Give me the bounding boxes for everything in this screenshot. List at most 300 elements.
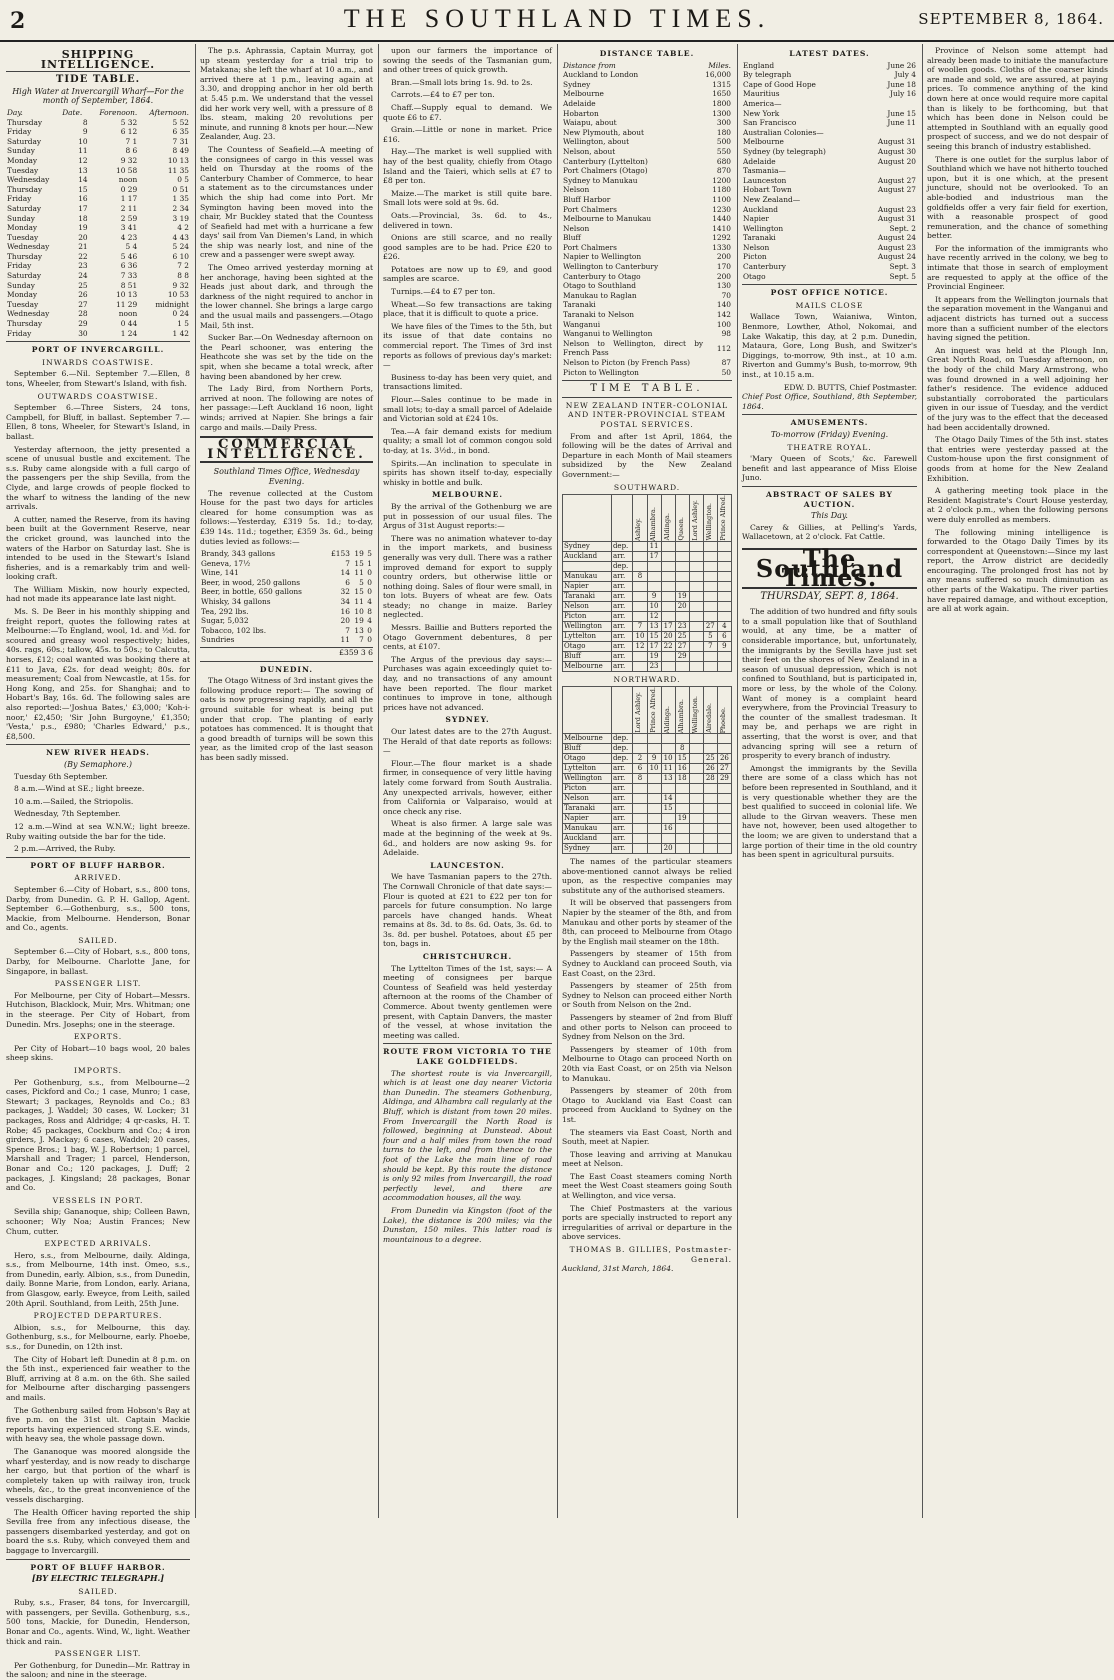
schedule-day bbox=[661, 541, 675, 551]
schedule-day: 19 bbox=[675, 814, 689, 824]
latest-date-row bbox=[742, 147, 917, 157]
distance-place: Picton to Wellington bbox=[563, 367, 639, 377]
tide-cell: 12 bbox=[78, 155, 88, 165]
distance-row bbox=[562, 310, 732, 320]
distance-miles: 200 bbox=[716, 252, 731, 262]
latest-date bbox=[861, 128, 917, 138]
latest-place: Nelson bbox=[743, 242, 770, 252]
schedule-day bbox=[647, 774, 661, 784]
schedule-day: 7 bbox=[633, 621, 647, 631]
mails-close: MAILS CLOSE bbox=[795, 300, 864, 310]
latest-date-row bbox=[742, 157, 917, 167]
latest-date: August 23 bbox=[877, 242, 916, 252]
latest-place: Otago bbox=[743, 271, 766, 281]
port-invercargill-heading: PORT OF INVERCARGILL. bbox=[31, 345, 165, 355]
schedule-day bbox=[717, 571, 731, 581]
tide-row bbox=[6, 204, 190, 214]
southward-heading: SOUTHWARD. bbox=[613, 482, 681, 492]
inwards-text: September 6.—Nil. September 7.—Ellen, 8 tons, Wheeler, from Stewart's Island, with fish. bbox=[6, 369, 190, 388]
latest-place: Australian Colonies— bbox=[743, 127, 824, 137]
schedule-day bbox=[661, 611, 675, 621]
column-rule bbox=[922, 44, 923, 1518]
duty-cell: 4 bbox=[367, 616, 372, 626]
distance-place: Port Chalmers bbox=[563, 242, 617, 252]
tide-cell: 6 36 bbox=[120, 261, 138, 271]
news-paragraph: Yesterday afternoon, the jetty presented a scene of unusual bustle and excitement. The s.s. Ruby came alongside with a full cargo of the passengers per the ship Sevilla, from the Clyde, and large crowds of people flocked to the wharf to witness the landing of the new arrivals. bbox=[6, 444, 190, 512]
duty-cell: 7 bbox=[359, 635, 364, 645]
port-name: Auckland bbox=[563, 551, 612, 561]
distance-row bbox=[562, 243, 732, 253]
latest-date: June 11 bbox=[887, 118, 916, 128]
latest-place: England bbox=[743, 60, 775, 70]
schedule-day bbox=[703, 601, 717, 611]
schedule-day bbox=[675, 551, 689, 561]
schedule-day bbox=[647, 581, 661, 591]
schedule-day bbox=[633, 651, 647, 661]
market-paragraph: Business to-day has been very quiet, and transactions limited. bbox=[383, 372, 552, 392]
schedule-day: 13 bbox=[647, 621, 661, 631]
tide-cell: 17 bbox=[78, 203, 88, 213]
latest-place: Auckland bbox=[743, 204, 778, 214]
distance-place: Nelson bbox=[563, 185, 590, 195]
schedule-day bbox=[633, 834, 647, 844]
ship-name: Queen. bbox=[676, 517, 685, 541]
distance-miles: 1300 bbox=[712, 108, 731, 118]
duty-cell: 7 bbox=[345, 625, 350, 635]
latest-date-row bbox=[742, 224, 917, 234]
river-heads-sub: (By Semaphore.) bbox=[64, 759, 132, 769]
schedule-day bbox=[647, 844, 661, 854]
column-rule bbox=[378, 44, 379, 1518]
arr-dep: arr. bbox=[611, 621, 633, 631]
nz-services-text: From and after 1st April, 1864, the following will be the dates of Arrival and Departure in each Month of Mail steamers subsidized by the New Zealand Government:— bbox=[562, 431, 732, 479]
schedule-day bbox=[689, 541, 703, 551]
timetable-note: Passengers by steamer of 20th from Otago to Auckland via East Coast can proceed from Auckland to Sydney on the 1st. bbox=[562, 1086, 732, 1124]
market-paragraph: Chaff.—Supply equal to demand. We quote £6 to £7. bbox=[383, 102, 552, 122]
distance-place: Taranaki bbox=[563, 300, 596, 310]
schedule-day bbox=[647, 734, 661, 744]
schedule-row bbox=[563, 621, 732, 631]
editorial-paragraph: Amongst the immigrants by the Sevilla there are some of a class which has not before been represented in Southland, and it is very questionable whether they are the best qualified to succeed in colonial life. We allude to the Girvan weavers. These men have not, however, been used altogether to the loom; we are given to understand that a large portion of their time in the old country has been spent in agricultural pursuits. bbox=[742, 763, 917, 860]
distance-row bbox=[562, 147, 732, 157]
tide-col-header: Afternoon. bbox=[149, 107, 189, 117]
schedule-day bbox=[689, 784, 703, 794]
duty-cell: 11 bbox=[340, 635, 350, 645]
tide-cell: Friday bbox=[7, 261, 32, 271]
schedule-day bbox=[717, 834, 731, 844]
duty-cell: 11 bbox=[354, 568, 364, 578]
post-signature-place: Chief Post Office, Southland, 8th September, 1864. bbox=[742, 392, 917, 411]
ship-header bbox=[689, 495, 703, 542]
port-name: Sydney bbox=[563, 541, 612, 551]
tide-cell: Friday bbox=[7, 127, 32, 137]
arr-dep: arr. bbox=[611, 571, 633, 581]
schedule-day bbox=[675, 571, 689, 581]
schedule-day bbox=[689, 774, 703, 784]
distance-miles: 1200 bbox=[712, 175, 731, 185]
shipping-heading: SHIPPING INTELLIGENCE. bbox=[6, 50, 190, 72]
post-office-heading: POST OFFICE NOTICE. bbox=[770, 288, 889, 298]
latest-date: Sept. 5 bbox=[889, 271, 916, 281]
schedule-day bbox=[703, 784, 717, 794]
schedule-row bbox=[563, 591, 732, 601]
news-paragraph: The Gananoque was moored alongside the wharf yesterday, and is now ready to discharge her cargo, but that portion of the wharf is completely taken up with railway iron, truck wheels, &c., to the great inconvenience of the vessels discharging. bbox=[6, 1446, 190, 1504]
port-name: Otago bbox=[563, 754, 612, 764]
ship-name: Alhambra. bbox=[648, 506, 657, 541]
schedule-day bbox=[717, 611, 731, 621]
latest-date-row bbox=[742, 61, 917, 71]
tide-cell: 10 13 bbox=[167, 155, 189, 165]
market-paragraph: Maize.—The market is still quite bare. Small lots were sold at 9s. 6d. bbox=[383, 188, 552, 208]
schedule-day bbox=[703, 824, 717, 834]
schedule-day: 16 bbox=[661, 824, 675, 834]
schedule-row bbox=[563, 754, 732, 764]
tide-cell: 18 bbox=[78, 213, 88, 223]
schedule-day bbox=[689, 834, 703, 844]
schedule-day bbox=[675, 541, 689, 551]
schedule-day bbox=[689, 744, 703, 754]
divider bbox=[6, 1559, 190, 1560]
distance-place: Nelson to Picton (by French Pass) bbox=[563, 358, 691, 367]
schedule-day: 27 bbox=[675, 641, 689, 651]
schedule-day: 4 bbox=[717, 621, 731, 631]
ship-header bbox=[703, 495, 717, 542]
tide-cell: 0 5 bbox=[177, 175, 189, 185]
schedule-day bbox=[689, 581, 703, 591]
vessels-in-port-text: Sevilla ship; Gananoque, ship; Colleen Bawn, schooner; Wly Noa; Austin Frances; New Chum, cutter. bbox=[6, 1207, 190, 1236]
passenger-text-2: Per Gothenburg, for Dunedin—Mr. Rattray in the saloon; and nine in the steerage. bbox=[6, 1660, 190, 1680]
port-name bbox=[563, 561, 612, 571]
dunedin-text: The Otago Witness of 3rd instant gives the following produce report:— The sowing of oats is now progressing rapidly, and all the ground suitable for wheat is being put under that crop. The planting of early potatoes has commenced. It is thought that a good breadth of turnips will be sown this year, as the limited crop of the last season has been sadly missed. bbox=[200, 676, 373, 762]
schedule-day bbox=[633, 561, 647, 571]
distance-miles: 1330 bbox=[712, 242, 731, 252]
duty-cell: 4 bbox=[367, 597, 372, 607]
schedule-day bbox=[717, 744, 731, 754]
schedule-day: 8 bbox=[633, 571, 647, 581]
duty-cell: Whisky, 34 gallons bbox=[201, 597, 271, 607]
schedule-day bbox=[689, 621, 703, 631]
masthead-date: SEPTEMBER 8, 1864. bbox=[918, 10, 1104, 28]
news-paragraph: The Health Officer having reported the ship Sevilla free from any infectious disease, the passengers disembarked yesterday, and got on board the s.s. Ruby, which conveyed them and baggage to Invercargill. bbox=[6, 1507, 190, 1555]
schedule-day bbox=[647, 744, 661, 754]
distance-place: Napier to Wellington bbox=[563, 252, 642, 262]
news-paragraph: The p.s. Aphrassia, Captain Murray, got up steam yesterday for a trial trip to Matakana; she left the wharf at 10 a.m., and arrived there at 1 p.m., leaving again at 3.30, and dropping anchor in her old berth at 5.45 p.m. We understand that the vessel did her work very well, with a pressure of 8 lbs. steam, making 20 revolutions per minute, and running 8 knots per hour.—New Zealander, Aug. 23. bbox=[200, 46, 373, 142]
tide-cell: Thursday bbox=[7, 184, 43, 194]
schedule-day bbox=[717, 804, 731, 814]
distance-miles: 500 bbox=[716, 137, 731, 147]
distance-miles: 112 bbox=[716, 343, 731, 353]
schedule-day bbox=[675, 611, 689, 621]
tide-col-header: Date. bbox=[62, 107, 83, 117]
distance-miles: 300 bbox=[716, 118, 731, 128]
amusements-sub: To-morrow (Friday) Evening. bbox=[770, 429, 889, 439]
tide-cell: 8 51 bbox=[120, 280, 138, 290]
distance-row bbox=[562, 281, 732, 291]
schedule-day: 15 bbox=[675, 754, 689, 764]
tide-cell: 10 bbox=[78, 136, 88, 146]
duty-cell: 13 bbox=[354, 625, 364, 635]
distance-row bbox=[562, 214, 732, 224]
tide-cell: Thursday bbox=[7, 251, 43, 261]
schedule-day bbox=[703, 804, 717, 814]
duty-cell: Sugar, 5,032 bbox=[201, 616, 249, 626]
news-paragraph: The William Miskin, now hourly expected, had not made its appearance late last night. bbox=[6, 584, 190, 604]
schedule-day bbox=[703, 591, 717, 601]
schedule-day: 9 bbox=[647, 754, 661, 764]
latest-place: Adelaide bbox=[743, 156, 776, 166]
editorial-paragraph: It appears from the Wellington journals that the separation movement in the Wanganui and adjacent districts has turned out a success more than a sufficient number of the electors having signed the petition. bbox=[927, 294, 1108, 343]
tide-cell: Thursday bbox=[7, 117, 43, 127]
ship-name: Airedale. bbox=[704, 703, 713, 734]
schedule-day: 29 bbox=[717, 774, 731, 784]
distance-miles: 130 bbox=[716, 281, 731, 291]
latest-date bbox=[861, 166, 917, 176]
vessels-in-port-heading: VESSELS IN PORT. bbox=[52, 1195, 144, 1205]
schedule-day bbox=[675, 661, 689, 671]
schedule-row bbox=[563, 641, 732, 651]
divider bbox=[6, 341, 190, 342]
tide-cell: midnight bbox=[155, 299, 189, 309]
distance-miles: 1315 bbox=[712, 79, 731, 89]
tide-cell: 10 58 bbox=[116, 165, 138, 175]
market-paragraph: Hay.—The market is well supplied with hay of the best quality, chiefly from Otago Island and the Taieri, which sells at £7 to £8 per ton. bbox=[383, 147, 552, 186]
ship-name: Alhambra. bbox=[676, 698, 685, 734]
tide-cell: 1 35 bbox=[172, 194, 189, 204]
schedule-day: 20 bbox=[661, 631, 675, 641]
distance-row bbox=[562, 339, 732, 358]
schedule-day bbox=[717, 844, 731, 854]
schedule-row bbox=[563, 794, 732, 804]
schedule-day: 18 bbox=[675, 774, 689, 784]
timetable-note: Passengers by steamer of 2nd from Bluff and other ports to Nelson can proceed to Sydney from Nelson on the 3rd. bbox=[562, 1012, 732, 1042]
latest-date: Sept. 3 bbox=[889, 262, 916, 272]
ship-name: Lord Ashley. bbox=[690, 500, 699, 541]
newspaper-title: THE SOUTHLAND TIMES. bbox=[343, 4, 771, 33]
exports-text: Per City of Hobart—10 bags wool, 20 bales sheep skins. bbox=[6, 1043, 190, 1063]
latest-date-row bbox=[742, 137, 917, 147]
editorial-paragraph: For the information of the immigrants who have recently arrived in the colony, we beg to intimate that those in search of employment are requested to apply at the office of the Provincial Engineer. bbox=[927, 243, 1108, 292]
tide-cell: noon bbox=[118, 175, 138, 185]
tide-cell: 8 8 bbox=[177, 271, 189, 281]
duty-cell: 5 bbox=[367, 549, 372, 559]
distance-miles: 200 bbox=[716, 271, 731, 281]
latest-date-row bbox=[742, 243, 917, 253]
port-name: Wellington bbox=[563, 774, 612, 784]
tide-cell: Friday bbox=[7, 328, 32, 338]
distance-row bbox=[562, 185, 732, 195]
distance-miles: 1180 bbox=[712, 185, 731, 195]
column-timetable bbox=[562, 46, 732, 1516]
arr-dep: dep. bbox=[611, 541, 633, 551]
river-heads-line: Tuesday 6th September. bbox=[14, 771, 108, 781]
tide-row bbox=[6, 290, 190, 300]
schedule-day bbox=[675, 834, 689, 844]
latest-date: Sept. 2 bbox=[889, 223, 916, 233]
distance-place: Bluff Harbor bbox=[563, 194, 611, 204]
schedule-day bbox=[647, 824, 661, 834]
distance-row bbox=[562, 176, 732, 186]
amusements-heading: AMUSEMENTS. bbox=[790, 418, 869, 428]
schedule-day bbox=[689, 824, 703, 834]
duty-cell: 19 bbox=[354, 549, 364, 559]
duty-cell: 32 bbox=[340, 587, 350, 597]
dunedin-heading: DUNEDIN. bbox=[259, 664, 314, 674]
ship-name: Ashley. bbox=[634, 517, 643, 541]
tide-row bbox=[6, 175, 190, 185]
duty-row bbox=[200, 568, 373, 578]
distance-miles: 142 bbox=[716, 310, 731, 320]
passenger-list-heading: PASSENGER LIST. bbox=[54, 979, 142, 989]
latest-dates-table bbox=[742, 61, 917, 282]
schedule-day bbox=[717, 651, 731, 661]
tide-row bbox=[6, 242, 190, 252]
tide-cell: 8 bbox=[82, 117, 88, 127]
tide-cell: 5 46 bbox=[120, 251, 138, 261]
masthead bbox=[0, 0, 1114, 42]
schedule-day: 25 bbox=[675, 631, 689, 641]
tide-cell: 15 bbox=[78, 184, 88, 194]
latest-date-row bbox=[742, 252, 917, 262]
distance-place: Otago to Southland bbox=[563, 281, 636, 291]
schedule-row bbox=[563, 631, 732, 641]
schedule-day bbox=[703, 581, 717, 591]
tide-cell: Friday bbox=[7, 194, 32, 204]
news-paragraph: The Gothenburg sailed from Hobson's Bay at five p.m. on the 31st ult. Captain Mackie reports having experienced strong S.E. winds, with heavy sea, the whole passage down. bbox=[6, 1405, 190, 1444]
tide-cell: Wednesday bbox=[7, 175, 50, 185]
latest-place: Tasmania— bbox=[743, 166, 786, 176]
schedule-day bbox=[647, 571, 661, 581]
tide-cell: 25 bbox=[78, 280, 88, 290]
duty-cell: 7 bbox=[345, 558, 350, 568]
divider bbox=[562, 397, 732, 398]
schedule-day bbox=[689, 611, 703, 621]
latest-date: August 31 bbox=[877, 214, 916, 224]
schedule-day bbox=[703, 571, 717, 581]
schedule-day bbox=[717, 814, 731, 824]
schedule-row bbox=[563, 661, 732, 671]
news-paragraph: Ms. S. De Beer in his monthly shipping and freight report, quotes the following rates at Melbourne:—To England, wool, 1d. and ½d. for scoured and greasy wool respectively; hides, 40s. rags, 60s.; tallow, 45s. to 50s.; to Calcutta, horses, £12; coal wanted was booking there at £11 to Java, £2s. for dead weight; 80s. for measurement; Coal from Newcastle, at 15s. for Hong Kong, and 25s. for Shanghai; and to Hobart's Bay, 16s. 6d. The following sales are also reported:—'Joshua Bates,' £3,000; 'Koh-i-noor,' £2,450; 'Sir John Burgoyne,' £1,350; 'Vesta,' p.s., £980; 'Charles Edward,' p.s., £8,500. bbox=[6, 607, 190, 741]
column-news bbox=[200, 46, 373, 1516]
schedule-day bbox=[689, 631, 703, 641]
distance-place: Bluff bbox=[563, 233, 581, 243]
sales-text: Carey & Gillies, at Pelling's Yards, Wallacetown, at 2 o'clock. Fat Cattle. bbox=[742, 522, 917, 542]
distance-place: Melbourne to Manukau bbox=[563, 214, 652, 224]
arr-dep: dep. bbox=[611, 561, 633, 571]
distance-miles: 1410 bbox=[712, 223, 731, 233]
tide-cell: 27 bbox=[78, 299, 88, 309]
tide-cell: 5 4 bbox=[125, 242, 138, 252]
page-number: 2 bbox=[10, 8, 26, 34]
schedule-day: 11 bbox=[661, 764, 675, 774]
distance-place: Wanganui to Wellington bbox=[563, 329, 653, 339]
schedule-day bbox=[661, 561, 675, 571]
port-name: Auckland bbox=[563, 834, 612, 844]
route-heading: ROUTE FROM VICTORIA TO THE LAKE GOLDFIELDS. bbox=[383, 1047, 552, 1066]
arr-dep: arr. bbox=[611, 631, 633, 641]
schedule-day bbox=[703, 661, 717, 671]
editorial-paragraph: There is one outlet for the surplus labor of Southland which we have not hitherto touched upon, but it is one which, at the present juncture, should not be overlooked. To an able-bodied and industrious man the goldfields offer a very fair field for exertion, with a reasonable prospect of good remuneration, and the chance of something better. bbox=[927, 154, 1108, 241]
tide-subtitle: High Water at Invercargill Wharf—For the month of September, 1864. bbox=[12, 86, 184, 106]
tide-title: TIDE TABLE. bbox=[55, 74, 141, 86]
duty-cell: 10 bbox=[354, 606, 364, 616]
latest-date-row bbox=[742, 233, 917, 243]
tide-cell: 10 53 bbox=[167, 290, 189, 300]
tide-cell: 6 35 bbox=[172, 127, 189, 137]
route-footer: From Dunedin via Kingston (foot of the Lake), the distance is 200 miles; via the Dunstan, 150 miles. This latter road is mountainous to a degree. bbox=[383, 1205, 552, 1244]
schedule-day bbox=[675, 794, 689, 804]
tide-cell: 4 2 bbox=[177, 223, 189, 233]
duty-cell: 6 bbox=[345, 577, 350, 587]
distance-row bbox=[562, 272, 732, 282]
market-paragraph: Potatoes are now up to £9, and good samples are scarce. bbox=[383, 264, 552, 284]
schedule-day bbox=[661, 834, 675, 844]
distance-place: Taranaki to Nelson bbox=[563, 310, 635, 320]
schedule-day bbox=[703, 844, 717, 854]
schedule-day bbox=[661, 744, 675, 754]
tide-cell: 5 52 bbox=[172, 117, 189, 127]
schedule-day bbox=[661, 814, 675, 824]
schedule-row bbox=[563, 551, 732, 561]
schedule-day: 26 bbox=[703, 764, 717, 774]
tide-cell: Sunday bbox=[7, 146, 35, 156]
schedule-day bbox=[689, 551, 703, 561]
ship-name: Wellington. bbox=[690, 695, 699, 734]
distance-row bbox=[562, 99, 732, 109]
timetable-note: Those leaving and arriving at Manukau meet at Nelson. bbox=[562, 1149, 732, 1169]
grid-corner bbox=[611, 687, 633, 734]
distance-miles: 70 bbox=[721, 290, 731, 300]
schedule-row bbox=[563, 804, 732, 814]
duties-table bbox=[200, 549, 373, 645]
schedule-day bbox=[633, 784, 647, 794]
column-shipping bbox=[6, 46, 190, 1680]
tide-row bbox=[6, 281, 190, 291]
latest-date: August 27 bbox=[877, 175, 916, 185]
grid-corner bbox=[563, 495, 612, 542]
schedule-day bbox=[717, 591, 731, 601]
duty-row bbox=[200, 587, 373, 597]
distance-table bbox=[562, 61, 732, 378]
schedule-day: 22 bbox=[661, 641, 675, 651]
divider bbox=[742, 284, 917, 285]
duty-cell: 0 bbox=[367, 568, 372, 578]
tide-cell: 30 bbox=[78, 328, 88, 338]
duty-cell: Beer, in bottle, 650 gallons bbox=[201, 587, 302, 597]
market-paragraph: Turnips.—£4 to £7 per ton. bbox=[391, 287, 496, 297]
distance-row bbox=[562, 195, 732, 205]
tide-cell: Sunday bbox=[7, 213, 35, 223]
schedule-day bbox=[647, 804, 661, 814]
latest-date: August 30 bbox=[877, 146, 916, 156]
nz-services-heading: NEW ZEALAND INTER-COLONIAL AND INTER-PROVINCIAL STEAM POSTAL SERVICES. bbox=[565, 400, 729, 429]
schedule-day bbox=[647, 834, 661, 844]
distance-heading: DISTANCE TABLE. bbox=[599, 49, 695, 58]
distance-row bbox=[562, 262, 732, 272]
latest-date-row bbox=[742, 99, 917, 109]
schedule-day bbox=[675, 734, 689, 744]
tide-cell: Monday bbox=[7, 223, 38, 233]
schedule-day: 7 bbox=[703, 641, 717, 651]
tide-cell: 10 13 bbox=[116, 290, 138, 300]
schedule-day bbox=[717, 581, 731, 591]
port-name: Nelson bbox=[563, 601, 612, 611]
tide-cell: 14 bbox=[78, 175, 88, 185]
arr-dep: arr. bbox=[611, 814, 633, 824]
duty-row bbox=[200, 635, 373, 645]
tide-cell: 1 17 bbox=[120, 194, 138, 204]
tide-cell: 0 24 bbox=[172, 309, 189, 319]
schedule-day bbox=[675, 561, 689, 571]
